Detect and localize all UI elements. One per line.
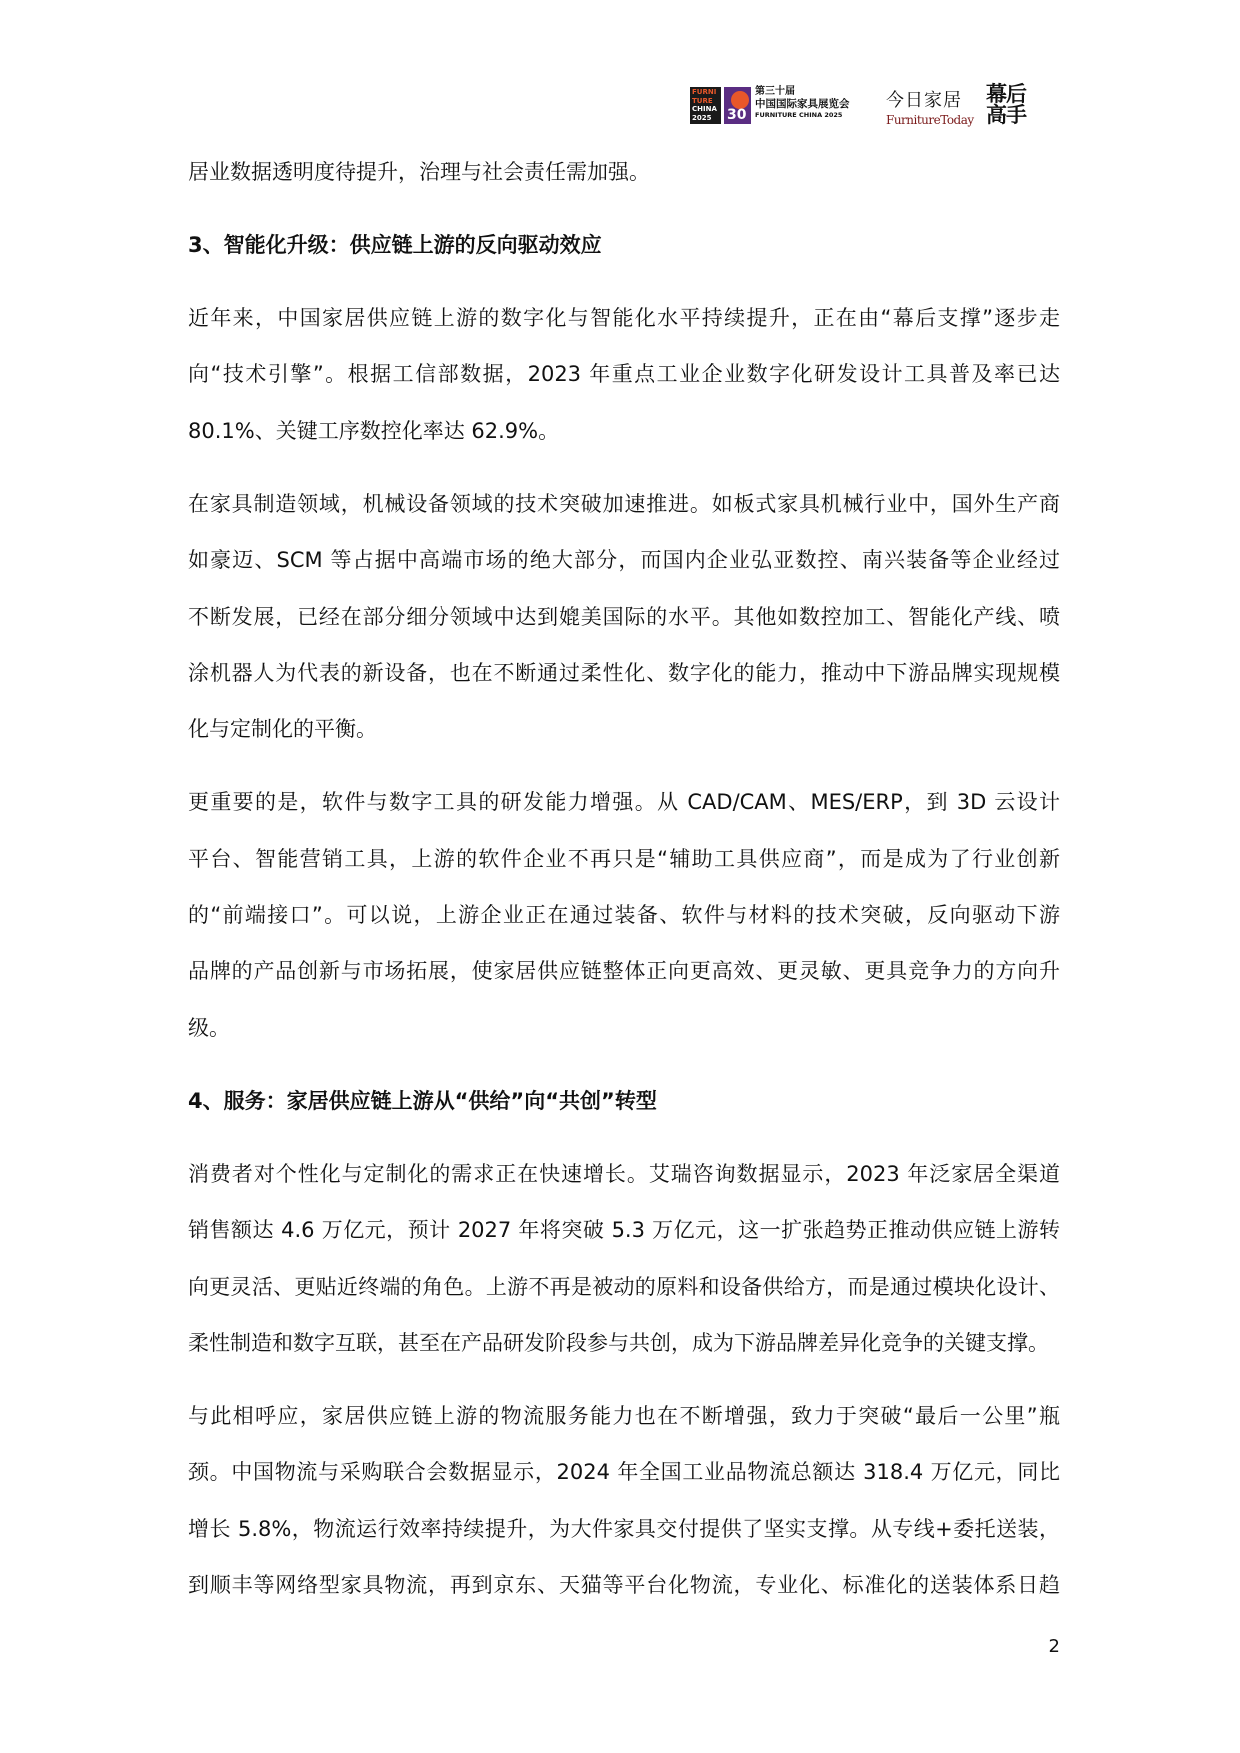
behind-scenes-logo: 幕后 高手 [986, 82, 1026, 127]
paragraph-line: 品牌的产品创新与市场拓展，使家居供应链整体正向更高效、更灵敏、更具竞争力的方向升 [188, 959, 1060, 984]
document-body [188, 144, 1060, 1630]
paragraph-line: 80.1%、关键工序数控化率达 62.9%。 [188, 418, 560, 443]
expo-title-logo: 第三十届 中国国际家具展览会 FURNITURE CHINA 2025 [755, 86, 850, 119]
paragraph-line: 不断发展，已经在部分细分领域中达到媲美国际的水平。其他如数控加工、智能化产线、喷 [188, 604, 1060, 629]
paragraph-line: 增长 5.8%，物流运行效率持续提升，为大件家具交付提供了坚实支撑。从专线+委托送装， [188, 1516, 1060, 1541]
paragraph-line: 到顺丰等网络型家具物流，再到京东、天猫等平台化物流，专业化、标准化的送装体系日趋 [188, 1573, 1060, 1598]
paragraph [188, 476, 1060, 758]
page-number: 2 [1048, 1636, 1060, 1657]
paragraph-line: 级。 [188, 1015, 230, 1040]
paragraph-line: 平台、智能营销工具，上游的软件企业不再只是“辅助工具供应商”，而是成为了行业创新 [188, 846, 1060, 871]
paragraph-line: 居业数据透明度待提升，治理与社会责任需加强。 [188, 160, 650, 184]
paragraph-line: 更重要的是，软件与数字工具的研发能力增强。从 CAD/CAM、MES/ERP，到 3D 云设计 [188, 790, 1060, 815]
paragraph-line: 化与定制化的平衡。 [188, 717, 377, 742]
paragraph-line: 近年来，中国家居供应链上游的数字化与智能化水平持续提升，正在由“幕后支撑”逐步走 [188, 305, 1060, 330]
page-header [690, 84, 1050, 130]
paragraph-line: 如豪迈、SCM 等占据中高端市场的绝大部分，而国内企业弘亚数控、南兴装备等企业经过 [188, 548, 1060, 573]
paragraph-line: 销售额达 4.6 万亿元，预计 2027 年将突破 5.3 万亿元，这一扩张趋势正推动供应链上游转 [188, 1218, 1060, 1243]
thirtieth-anniversary-logo: 30 [724, 87, 751, 124]
section-heading: 4、服务：家居供应链上游从“供给”向“共创”转型 [188, 1088, 657, 1113]
paragraph-line: 消费者对个性化与定制化的需求正在快速增长。艾瑞咨询数据显示，2023 年泛家居全渠道 [188, 1161, 1060, 1186]
paragraph [188, 1146, 1060, 1372]
paragraph [188, 1388, 1060, 1614]
furniture-china-logo: FURNI TURE CHINA 2025 [690, 87, 721, 124]
paragraph-line: 向更灵活、更贴近终端的角色。上游不再是被动的原料和设备供给方，而是通过模块化设计、 [188, 1274, 1060, 1299]
paragraph-line: 柔性制造和数字互联，甚至在产品研发阶段参与共创，成为下游品牌差异化竞争的关键支撑。 [188, 1331, 1049, 1356]
section-heading: 3、智能化升级：供应链上游的反向驱动效应 [188, 232, 602, 257]
paragraph [188, 290, 1060, 459]
paragraph [188, 144, 1060, 200]
paragraph-line: 颈。中国物流与采购联合会数据显示，2024 年全国工业品物流总额达 318.4 万亿元，同比 [188, 1460, 1060, 1485]
paragraph-line: 的“前端接口”。可以说，上游企业正在通过装备、软件与材料的技术突破，反向驱动下游 [188, 903, 1060, 928]
paragraph-line: 向“技术引擎”。根据工信部数据，2023 年重点工业企业数字化研发设计工具普及率已达 [188, 362, 1060, 387]
furniture-today-logo: 今日家居 FurnitureToday [886, 90, 974, 127]
paragraph-line: 与此相呼应，家居供应链上游的物流服务能力也在不断增强，致力于突破“最后一公里”瓶 [188, 1404, 1060, 1428]
paragraph-line: 涂机器人为代表的新设备，也在不断通过柔性化、数字化的能力，推动中下游品牌实现规模 [188, 660, 1060, 685]
paragraph [188, 774, 1060, 1056]
paragraph-line: 在家具制造领域，机械设备领域的技术突破加速推进。如板式家具机械行业中，国外生产商 [188, 491, 1060, 516]
